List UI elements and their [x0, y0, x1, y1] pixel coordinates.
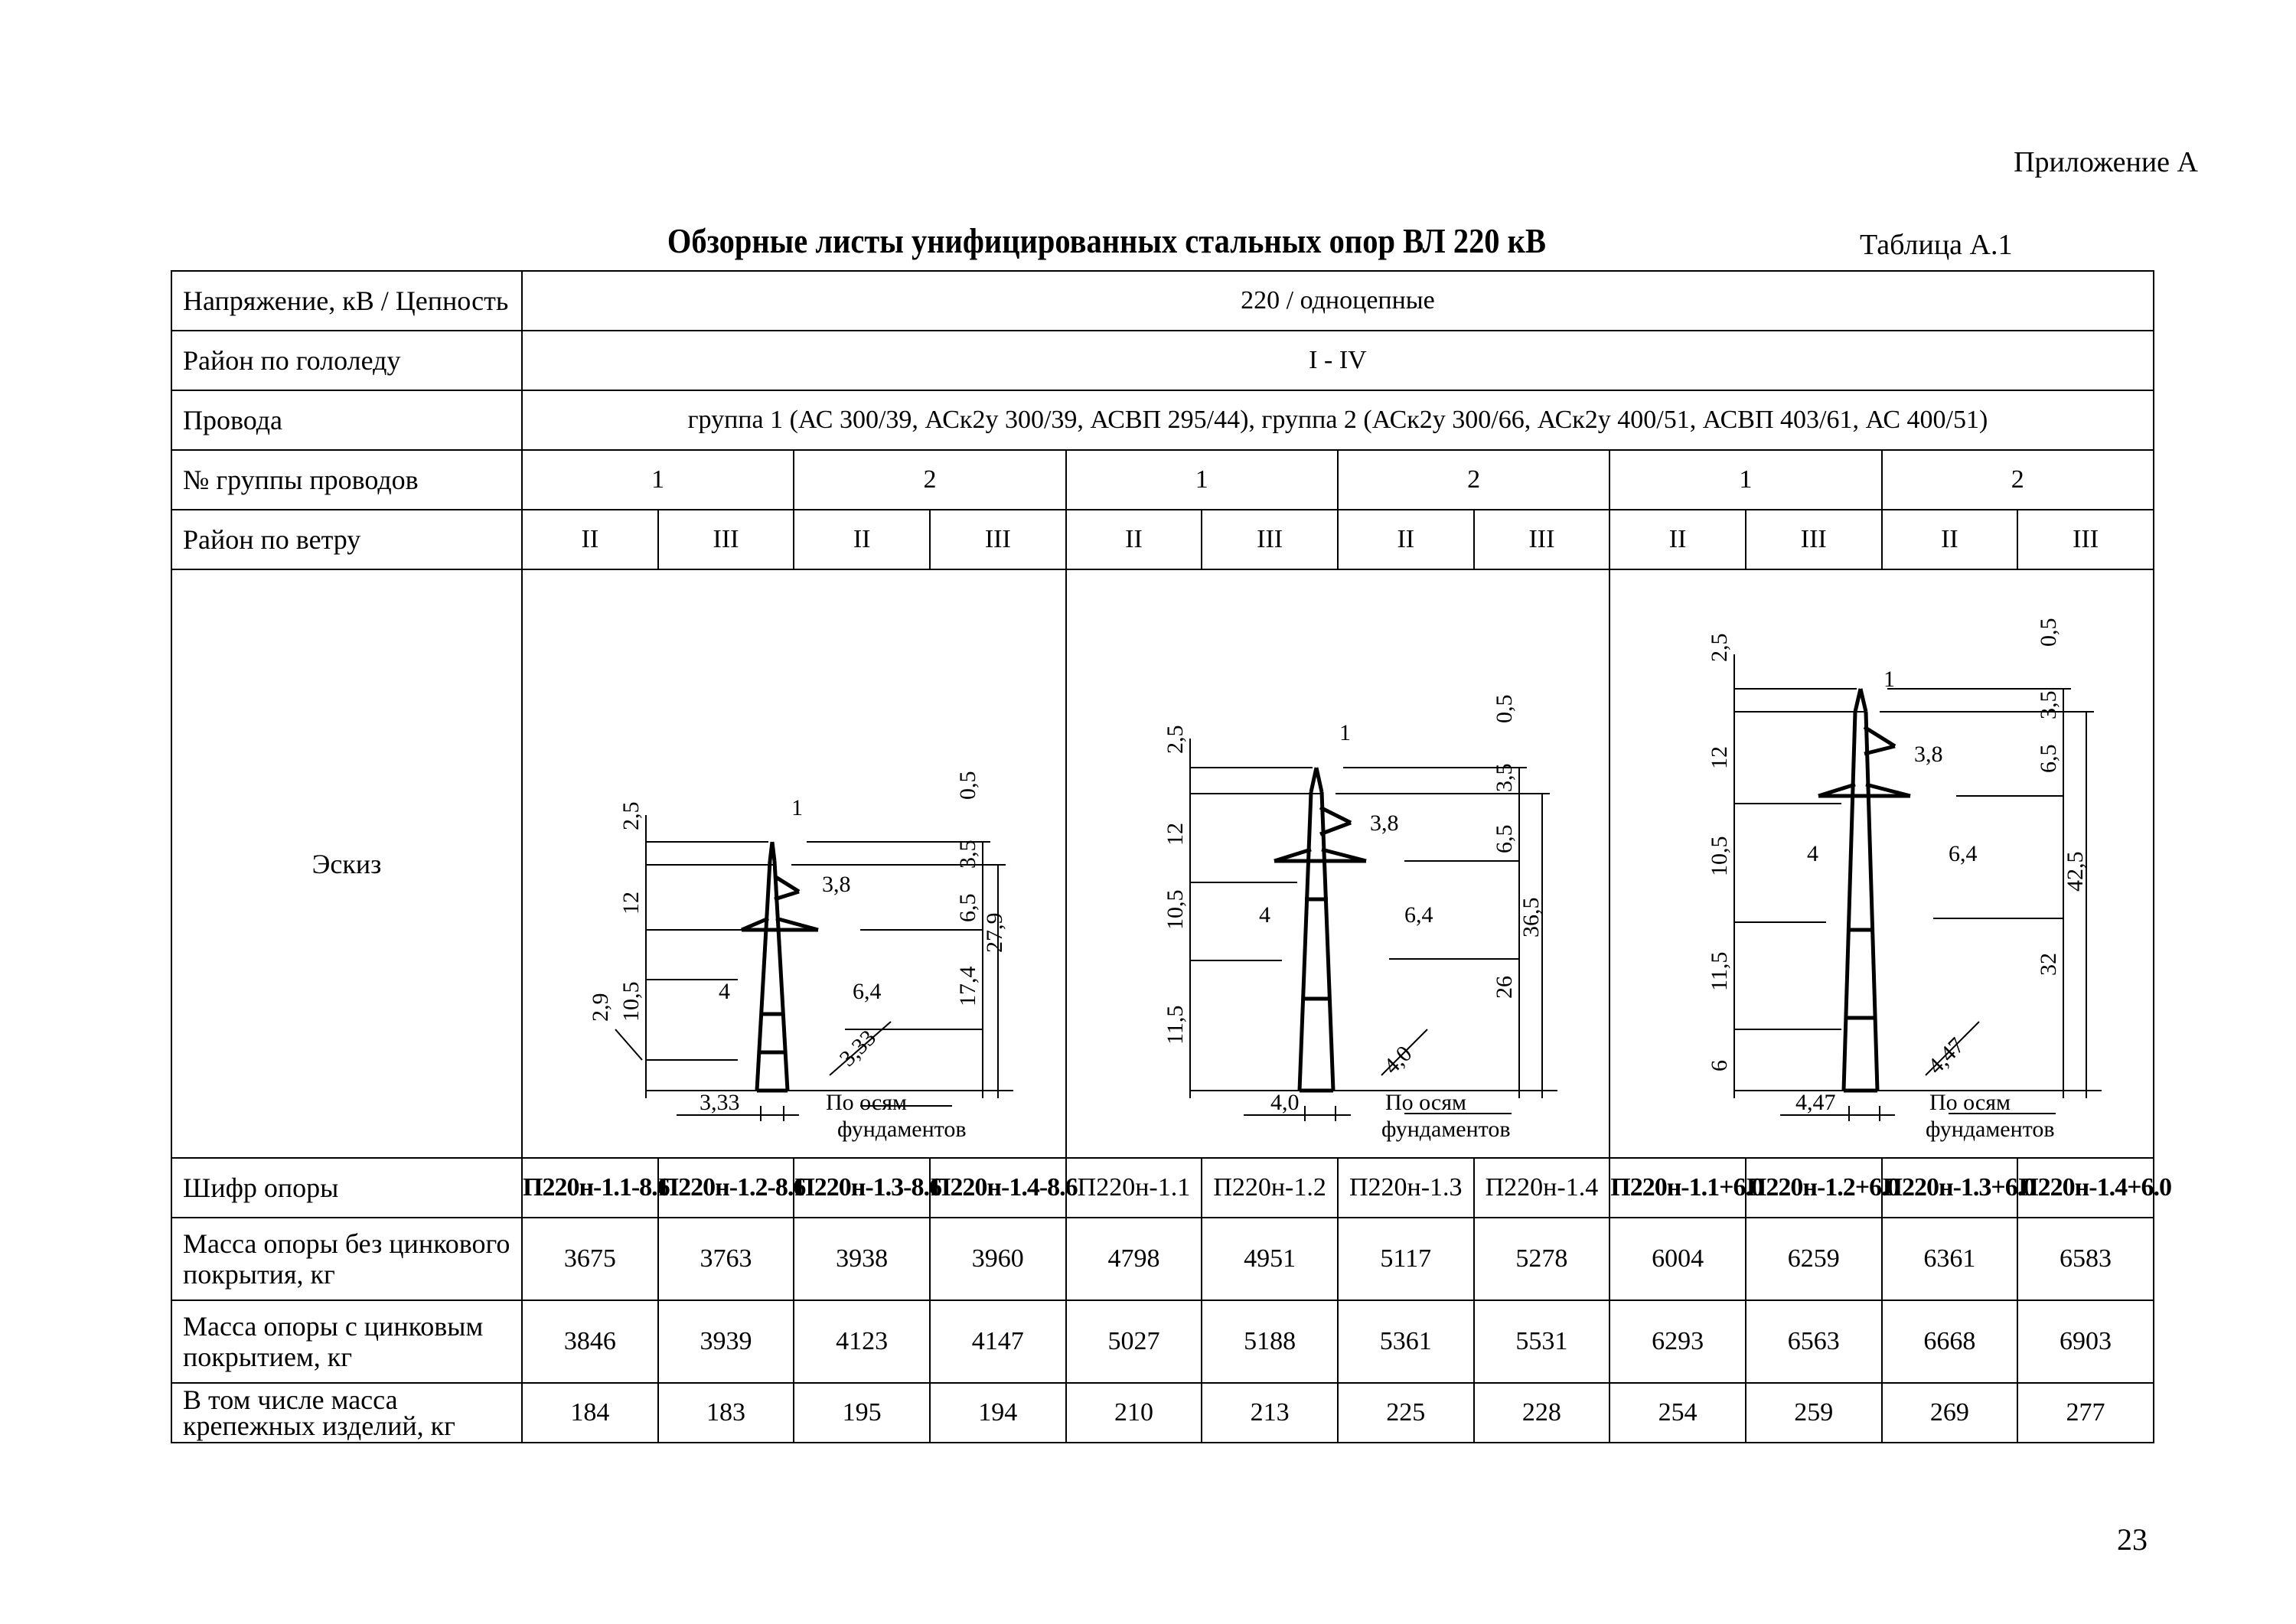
page-number: 23: [2117, 1522, 2148, 1557]
mass-zinc-cell: 6563: [1746, 1300, 1882, 1383]
sketch3-height-total: 42,5: [2062, 851, 2088, 892]
page-title: Обзорные листы унифицированных стальных опор ВЛ 220 кВ: [667, 221, 1546, 260]
fasteners-cell: 210: [1066, 1383, 1202, 1443]
mass-cell: 3675: [522, 1218, 658, 1300]
tower-sketch-3: [1612, 570, 2152, 1150]
mass-cell: 5278: [1474, 1218, 1610, 1300]
row-wind: [171, 510, 2154, 569]
wire-group-cell: 1: [1066, 450, 1338, 510]
wind-cell: III: [658, 510, 794, 569]
sketch-cell-2: [1066, 569, 1610, 1158]
sketch1-tip: 1: [791, 795, 804, 820]
sketch2-node-mid: 6,5: [1491, 824, 1517, 853]
appendix-label: Приложение А: [2014, 146, 2198, 178]
sketch2-base-diag: 4,0: [1378, 1041, 1417, 1079]
row-voltage: [171, 271, 2154, 331]
sketch2-height-lower: 26: [1491, 976, 1517, 999]
sketch2-found1: По осям: [1384, 1090, 1466, 1115]
code-cell: П220н-1.4+6.0: [2017, 1158, 2154, 1218]
sketch2-found2: фундаментов: [1381, 1117, 1511, 1142]
mass-zinc-cell: 5188: [1202, 1300, 1338, 1383]
code-cell: П220н-1.4: [1474, 1158, 1610, 1218]
label-mass-zinc: Масса опоры с цинковым покрытием, кг: [171, 1300, 522, 1383]
wire-group-cell: 2: [1338, 450, 1609, 510]
code-cell: П220н-1.1: [1066, 1158, 1202, 1218]
sketch3-arm-left: 4: [1806, 841, 1818, 866]
mass-zinc-cell: 6293: [1609, 1300, 1746, 1383]
code-cell: П220н-1.3+6.0: [1882, 1158, 2018, 1218]
sketch2-arm-left: 4: [1258, 902, 1270, 928]
towers-table: [171, 270, 2171, 1443]
sketch1-mid-span: 10,5: [618, 981, 644, 1022]
sketch3-height-lower: 32: [2035, 953, 2061, 976]
sketch2-tip: 1: [1339, 720, 1351, 745]
code-cell: П220н-1.2-8.6: [658, 1158, 794, 1218]
sketch1-top-span: 12: [618, 892, 644, 915]
wind-cell: II: [522, 510, 658, 569]
wind-cell: II: [1882, 510, 2018, 569]
mass-zinc-cell: 5531: [1474, 1300, 1610, 1383]
sketch1-node-mid: 6,5: [955, 893, 981, 922]
mass-cell: 6361: [1882, 1218, 2018, 1300]
code-cell: П220н-1.3: [1338, 1158, 1474, 1218]
fasteners-cell: 213: [1202, 1383, 1338, 1443]
fasteners-cell: 277: [2017, 1383, 2154, 1443]
sketch-cell-1: [522, 569, 1066, 1158]
row-sketch: [171, 569, 2154, 1158]
sketch3-node-mid: 6,5: [2035, 744, 2061, 773]
code-cell: П220н-1.4-8.6: [930, 1158, 1066, 1218]
mass-cell: 6259: [1746, 1218, 1882, 1300]
label-fasteners: В том числе масса крепежных изделий, кг: [171, 1383, 522, 1443]
wire-group-cell: 2: [794, 450, 1065, 510]
sketch3-tip: 1: [1883, 667, 1895, 692]
mass-zinc-cell: 4147: [930, 1300, 1066, 1383]
sketch1-found1: По осям: [826, 1090, 908, 1115]
mass-zinc-cell: 4123: [794, 1300, 930, 1383]
sketch1-base-diag: 3,33: [834, 1025, 882, 1071]
fasteners-cell: 269: [1882, 1383, 2018, 1443]
table-number: Таблица А.1: [1860, 229, 2013, 261]
sketch3-arm-right: 6,4: [1948, 841, 1978, 866]
sketch3-base-width: 4,47: [1795, 1090, 1836, 1115]
fasteners-cell: 228: [1474, 1383, 1610, 1443]
fasteners-cell: 194: [930, 1383, 1066, 1443]
code-cell: П220н-1.2+6.0: [1746, 1158, 1882, 1218]
fasteners-cell: 184: [522, 1383, 658, 1443]
sketch3-top: 0,5: [2035, 618, 2061, 647]
mass-zinc-cell: 6668: [1882, 1300, 2018, 1383]
row-wire-group: [171, 450, 2154, 510]
code-cell: П220н-1.2: [1202, 1158, 1338, 1218]
label-voltage: Напряжение, кВ / Цепность: [171, 271, 522, 331]
sketch3-found1: По осям: [1929, 1090, 2011, 1115]
mass-zinc-cell: 5361: [1338, 1300, 1474, 1383]
mass-cell: 4951: [1202, 1218, 1338, 1300]
wire-group-cell: 1: [1609, 450, 1881, 510]
wind-cell: II: [1609, 510, 1746, 569]
sketch3-base-diag: 4,47: [1923, 1032, 1969, 1079]
sketch1-base-width: 3,33: [700, 1090, 740, 1115]
sketch3-bottom-offset: 11,5: [1706, 951, 1732, 991]
sketch2-height-total: 36,5: [1518, 897, 1544, 938]
wind-cell: II: [1066, 510, 1202, 569]
row-mass-zinc: [171, 1300, 2154, 1383]
tower-sketch-2: [1068, 570, 1608, 1150]
fasteners-cell: 254: [1609, 1383, 1746, 1443]
mass-cell: 5117: [1338, 1218, 1474, 1300]
wind-cell: III: [930, 510, 1066, 569]
sketch3-found2: фундаментов: [1925, 1117, 2055, 1142]
value-ice: I - IV: [522, 331, 2154, 390]
code-cell: П220н-1.1+6.0: [1609, 1158, 1746, 1218]
sketch1-top: 0,5: [955, 771, 981, 800]
wind-cell: III: [2017, 510, 2154, 569]
mass-cell: 3938: [794, 1218, 930, 1300]
wind-cell: III: [1746, 510, 1882, 569]
sketch2-arm-top: 3,8: [1369, 810, 1399, 836]
sketch1-arm-right: 6,4: [853, 979, 882, 1004]
row-fasteners: [171, 1383, 2154, 1443]
sketch1-node-top: 3,5: [955, 840, 981, 869]
sketch2-arm-right: 6,4: [1404, 902, 1433, 928]
sketch2-top-span: 12: [1162, 823, 1188, 846]
mass-cell: 4798: [1066, 1218, 1202, 1300]
code-cell: П220н-1.3-8.6: [794, 1158, 930, 1218]
label-wires: Провода: [171, 390, 522, 450]
sketch2-peak: 2,5: [1162, 725, 1188, 754]
value-wires: группа 1 (АС 300/39, АСк2у 300/39, АСВП 295/44), группа 2 (АСк2у 300/66, АСк2у 400/51, АСВП 403/61, АС 400/51): [522, 390, 2154, 450]
sketch2-base-width: 4,0: [1270, 1090, 1300, 1115]
code-cell: П220н-1.1-8.6: [522, 1158, 658, 1218]
sketch3-mid-span: 10,5: [1706, 836, 1732, 876]
wind-cell: III: [1202, 510, 1338, 569]
row-mass-no-zinc: [171, 1218, 2154, 1300]
mass-zinc-cell: 3846: [522, 1300, 658, 1383]
sketch1-bottom-offset: 2,9: [588, 993, 614, 1022]
wire-group-cell: 1: [522, 450, 794, 510]
sketch2-top: 0,5: [1491, 694, 1517, 723]
sketch3-bottom-extra: 6: [1706, 1060, 1732, 1071]
label-ice: Район по гололеду: [171, 331, 522, 390]
value-voltage: 220 / одноцепные: [522, 271, 2154, 331]
sketch-cell-3: [1609, 569, 2154, 1158]
fasteners-cell: 183: [658, 1383, 794, 1443]
fasteners-cell: 259: [1746, 1383, 1882, 1443]
mass-cell: 6004: [1609, 1218, 1746, 1300]
wind-cell: III: [1474, 510, 1610, 569]
label-code: Шифр опоры: [171, 1158, 522, 1218]
row-code: [171, 1158, 2154, 1218]
tower-sketch-1: [523, 570, 1064, 1150]
sketch3-top-span: 12: [1706, 746, 1732, 769]
label-wire-group: № группы проводов: [171, 450, 522, 510]
mass-zinc-cell: 6903: [2017, 1300, 2154, 1383]
wind-cell: II: [1338, 510, 1474, 569]
fasteners-cell: 225: [1338, 1383, 1474, 1443]
sketch1-arm-left: 4: [719, 979, 731, 1004]
fasteners-cell: 195: [794, 1383, 930, 1443]
mass-zinc-cell: 5027: [1066, 1300, 1202, 1383]
wind-cell: II: [794, 510, 930, 569]
sketch1-arm-top: 3,8: [822, 872, 851, 897]
mass-cell: 3763: [658, 1218, 794, 1300]
sketch1-found2: фундаментов: [837, 1117, 967, 1142]
row-ice: [171, 331, 2154, 390]
sketch2-node-top: 3,5: [1491, 763, 1517, 792]
wire-group-cell: 2: [1882, 450, 2154, 510]
sketch2-bottom-offset: 11,5: [1162, 1005, 1188, 1045]
mass-cell: 6583: [2017, 1218, 2154, 1300]
mass-cell: 3960: [930, 1218, 1066, 1300]
sketch2-mid-span: 10,5: [1162, 889, 1188, 930]
sketch1-height-lower: 17,4: [955, 966, 981, 1006]
mass-zinc-cell: 3939: [658, 1300, 794, 1383]
label-sketch: Эскиз: [171, 569, 522, 1158]
label-wind: Район по ветру: [171, 510, 522, 569]
sketch3-peak: 2,5: [1706, 633, 1732, 662]
sketch1-peak: 2,5: [618, 801, 644, 830]
sketch3-node-top: 3,5: [2035, 690, 2061, 719]
label-mass-no-zinc: Масса опоры без цинкового покрытия, кг: [171, 1218, 522, 1300]
sketch1-height-total: 27,9: [982, 912, 1008, 953]
row-wires: [171, 390, 2154, 450]
sketch3-arm-top: 3,8: [1913, 742, 1943, 767]
